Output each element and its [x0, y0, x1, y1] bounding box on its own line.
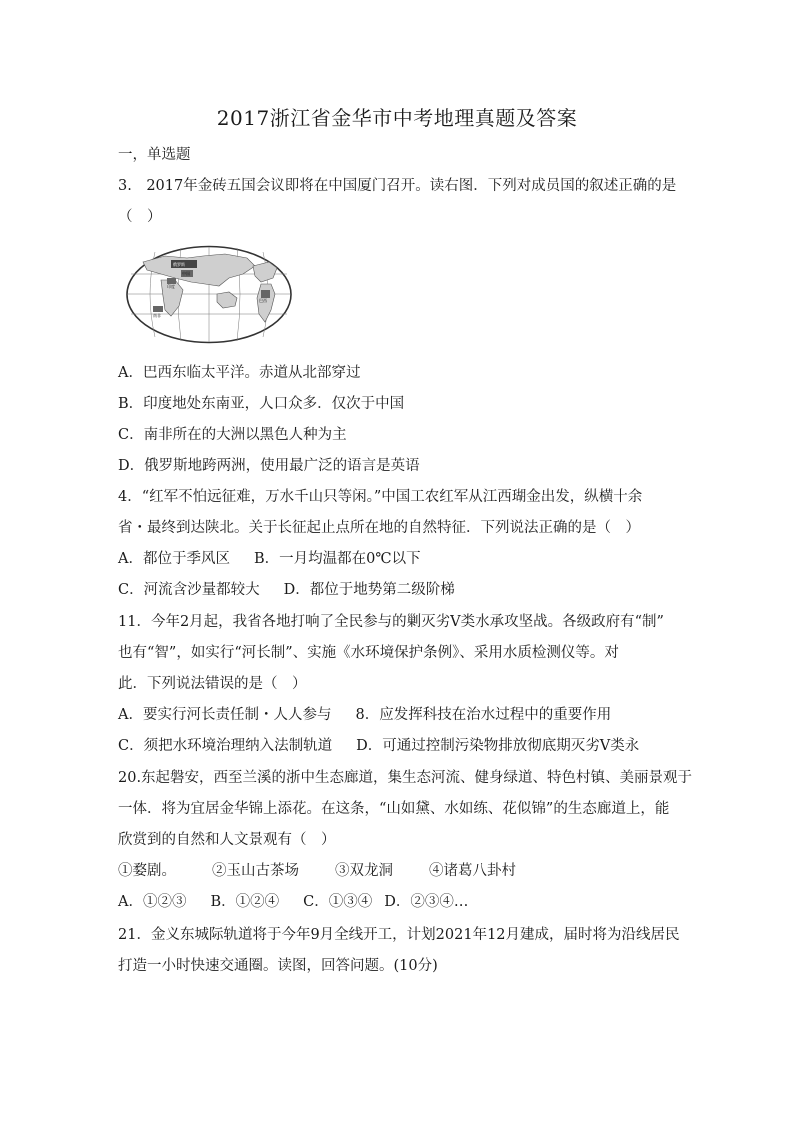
q4-options-ab	[118, 552, 421, 567]
q11-stem-line-2: 也有“智”，如实行“河长制”、实施《水环境保护条例》、采用水质检测仪等。对	[118, 645, 619, 661]
q20-option-a: A．①②③	[118, 894, 187, 910]
q3-option-d: D．俄罗斯地跨两洲，使用最广泛的语言是英语	[118, 458, 420, 474]
q3-option-c: C．南非所在的大洲以黑色人种为主	[118, 427, 347, 443]
q20-stem-line-3: 欣赏到的自然和人文景观有（ ）	[118, 832, 336, 848]
q4-option-d: D．都位于地势第二级阶梯	[283, 582, 455, 598]
q20-option-c: C．①③④	[303, 894, 373, 910]
q4-stem-line-2: 省・最终到达陕北。关于长征起止点所在地的自然特征．下列说法正确的是（ ）	[118, 520, 640, 536]
q3-option-a: A．巴西东临太平洋。赤道从北部穿过	[118, 365, 361, 381]
q20-item-2: ②玉山古茶场	[212, 863, 299, 879]
q3-stem-line-2: （ ）	[118, 209, 162, 225]
page-title: 2017浙江省金华市中考地理真题及答案	[216, 106, 578, 130]
q4-option-b: B．一月均温都在0℃以下	[253, 551, 421, 567]
q11-option-b: 8．应发挥科技在治水过程中的重要作用	[355, 707, 612, 723]
map-label-russia: 俄罗斯	[173, 262, 185, 267]
map-label-india: 印度	[167, 284, 175, 289]
q11-stem-line-1: 11．今年2月起，我省各地打响了全民参与的剿灭劣Ⅴ类水承攻坚战。各级政府有“制”	[118, 614, 664, 630]
q4-option-a: A．都位于季风区	[118, 551, 230, 567]
q20-options	[118, 895, 468, 910]
section-heading: 一，单选题	[118, 147, 191, 163]
q20-option-d: D．②③④…	[384, 894, 469, 910]
q20-item-3: ③双龙洞	[335, 863, 393, 879]
q11-option-c: C．须把水环境治理纳入法制轨道	[118, 738, 333, 754]
q21-stem-line-2: 打造一小时快速交通圈。读图，回答问题。(10分)	[118, 958, 438, 974]
map-label-south-africa: 南非	[153, 313, 161, 318]
q11-options-ab	[118, 708, 611, 723]
q4-options-cd	[118, 583, 455, 598]
q11-option-a: A．要实行河长责任制・人人参与	[118, 707, 332, 723]
q20-items	[118, 864, 516, 879]
map-label-china: 中国	[182, 271, 190, 276]
q20-stem-line-1: 20.东起磐安，西至兰溪的浙中生态廊道，集生态河流、健身绿道、特色村镇、美丽景观于	[118, 770, 693, 786]
q21-stem-line-1: 21．金义东城际轨道将于今年9月全线开工，计划2021年12月建成，届时将为沿线居民	[118, 927, 680, 943]
q20-stem-line-2: 一体．将为宜居金华锦上添花。在这条，“山如黛、水如练、花似锦”的生态廊道上，能	[118, 801, 670, 817]
q4-option-c: C．河流含沙量都较大	[118, 582, 260, 598]
q20-item-1: ①婺剧。	[118, 863, 176, 879]
q11-stem-line-3: 此．下列说法错误的是（ ）	[118, 676, 307, 692]
q20-option-b: B．①②④	[210, 894, 280, 910]
q4-stem-line-1: 4．“红军不怕远征难，万水千山只等闲。”中国工农红军从江西瑚金出发，纵横十余	[118, 489, 643, 505]
q11-options-cd	[118, 739, 639, 754]
q11-option-d: D．可通过控制污染物排放彻底期灭劣Ⅴ类永	[356, 738, 640, 754]
q3-option-b: B．印度地处东南亚，人口众多．仅次于中国	[118, 396, 405, 412]
map-label-brazil: 巴西	[259, 298, 267, 303]
world-map-figure	[125, 244, 293, 345]
q20-item-4: ④诸葛八卦村	[429, 863, 516, 879]
q3-stem-line-1: 3. 2017年金砖五国会议即将在中国厦门召开。读右图．下列对成员国的叙述正确的是	[118, 178, 677, 194]
